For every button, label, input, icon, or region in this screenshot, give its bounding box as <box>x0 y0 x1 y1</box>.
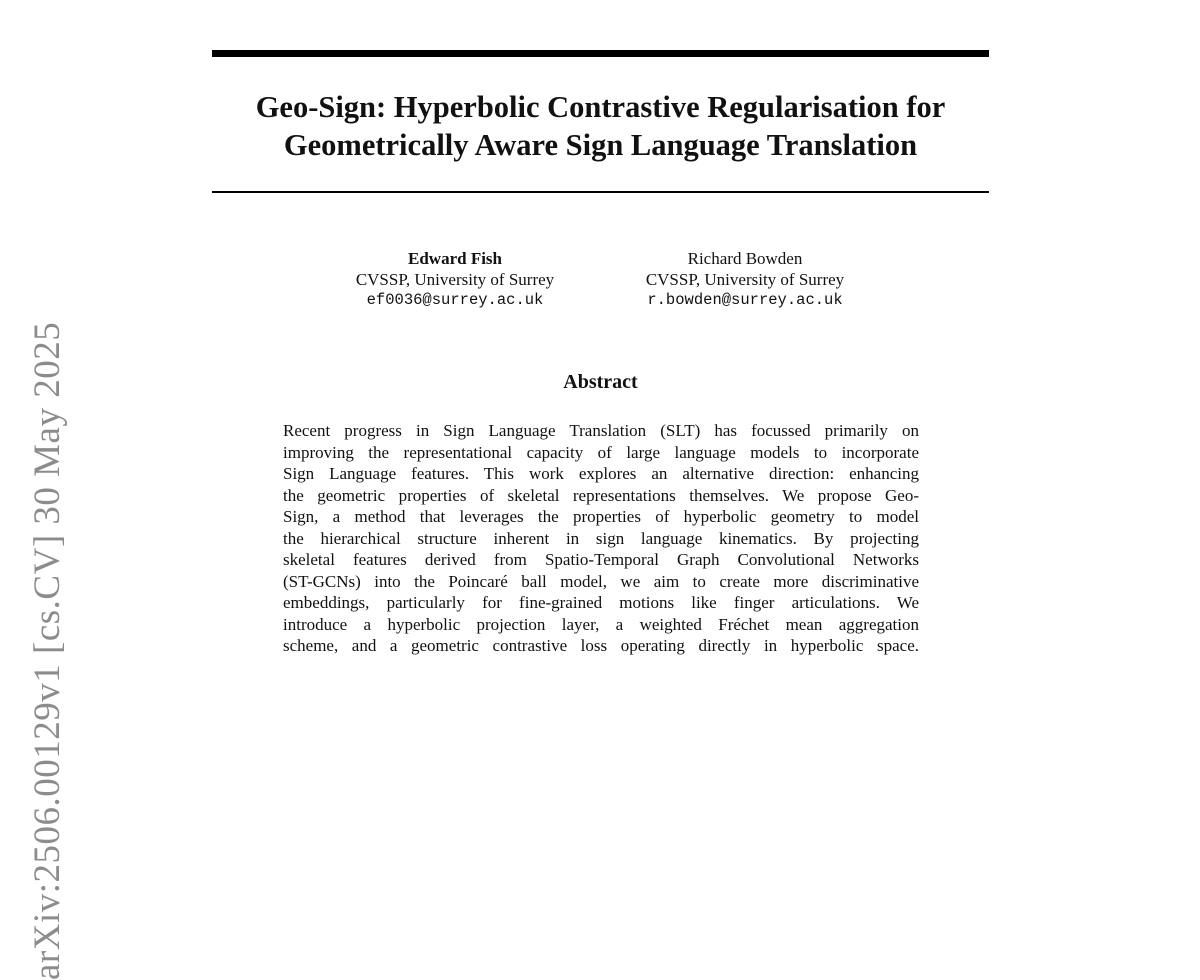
author-email: r.bowden@surrey.ac.uk <box>647 291 843 309</box>
bottom-rule <box>212 191 989 193</box>
author-email: ef0036@surrey.ac.uk <box>366 291 544 309</box>
author-block-2 <box>620 248 870 311</box>
abstract-line: embeddings, particularly for fine-grained motions like finger articulations. We <box>283 593 919 612</box>
arxiv-stamp-text: arXiv:2506.00129v1 [cs.CV] 30 May 2025 <box>27 322 68 980</box>
abstract-heading: Abstract <box>563 371 638 393</box>
abstract-line: scheme, and a geometric contrastive loss operating directly in hyperbolic space. <box>283 636 919 655</box>
author-block-1 <box>330 248 580 311</box>
abstract-line: Sign, a method that leverages the properties of hyperbolic geometry to model <box>283 507 919 526</box>
abstract-line: improving the representational capacity of large language models to incorporate <box>283 442 919 462</box>
abstract-line: skeletal features derived from Spatio-Temporal Graph Convolutional Networks <box>283 550 919 569</box>
author-name: Richard Bowden <box>687 249 803 268</box>
paper-title <box>212 88 989 164</box>
author-affiliation: CVSSP, University of Surrey <box>645 270 845 289</box>
top-rule <box>212 50 989 57</box>
abstract-line: the geometric properties of skeletal representations themselves. We propose Geo- <box>283 485 919 505</box>
abstract-line: (ST-GCNs) into the Poincaré ball model, we aim to create more discriminative <box>283 571 919 591</box>
abstract-line: Recent progress in Sign Language Translation (SLT) has focussed primarily on <box>283 421 919 440</box>
abstract-line: introduce a hyperbolic projection layer, a weighted Fréchet mean aggregation <box>283 614 919 634</box>
abstract-line: the hierarchical structure inherent in sign language kinematics. By projecting <box>283 528 919 548</box>
abstract-body <box>283 420 919 657</box>
paper-title-line-1: Geo-Sign: Hyperbolic Contrastive Regularisation for <box>255 90 946 124</box>
author-affiliation: CVSSP, University of Surrey <box>355 270 555 289</box>
author-name: Edward Fish <box>408 249 502 268</box>
paper-title-line-2: Geometrically Aware Sign Language Translation <box>283 128 918 162</box>
arxiv-stamp <box>28 322 68 980</box>
abstract-line: Sign Language features. This work explores an alternative direction: enhancing <box>283 464 919 483</box>
